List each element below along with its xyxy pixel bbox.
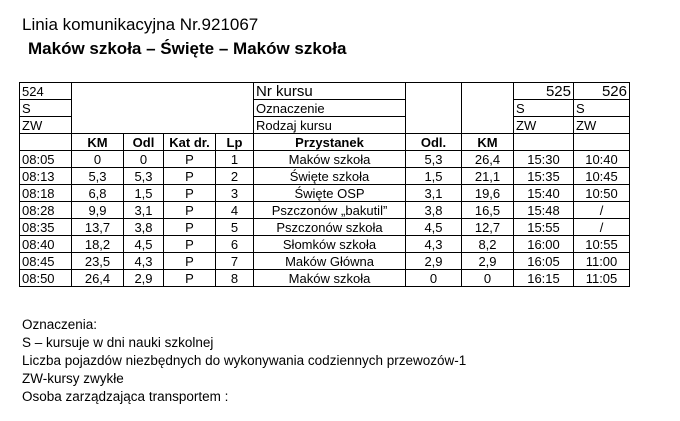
departure-time: 08:13 bbox=[20, 168, 72, 185]
course-525-time: 15:48 bbox=[514, 202, 574, 219]
stop-row bbox=[20, 219, 630, 236]
column-header-przystanek: Przystanek bbox=[254, 134, 406, 151]
column-header-row bbox=[20, 134, 630, 151]
lp-cell: 4 bbox=[216, 202, 254, 219]
left-course-type: ZW bbox=[20, 117, 72, 134]
odl-return-cell: 1,5 bbox=[406, 168, 462, 185]
column-header-blank bbox=[574, 134, 630, 151]
column-header-blank bbox=[20, 134, 72, 151]
left-course-number: 524 bbox=[20, 83, 72, 100]
km-cell: 5,3 bbox=[72, 168, 124, 185]
row-label-oznaczenie: Oznaczenie bbox=[254, 100, 406, 117]
left-course-designation: S bbox=[20, 100, 72, 117]
course-526-time: 10:45 bbox=[574, 168, 630, 185]
km-cell: 0 bbox=[72, 151, 124, 168]
departure-time: 08:35 bbox=[20, 219, 72, 236]
lp-cell: 5 bbox=[216, 219, 254, 236]
route-title: Maków szkoła – Święte – Maków szkoła bbox=[28, 39, 347, 58]
lp-cell: 2 bbox=[216, 168, 254, 185]
lp-cell: 8 bbox=[216, 270, 254, 287]
course-526-time: 11:05 bbox=[574, 270, 630, 287]
course-525-time: 15:30 bbox=[514, 151, 574, 168]
course-525-number: 525 bbox=[514, 83, 574, 100]
lp-cell: 3 bbox=[216, 185, 254, 202]
km-cell: 6,8 bbox=[72, 185, 124, 202]
odl-cell: 2,9 bbox=[124, 270, 164, 287]
course-525-time: 16:15 bbox=[514, 270, 574, 287]
odl-return-cell: 0 bbox=[406, 270, 462, 287]
notes-line: Liczba pojazdów niezbędnych do wykonywania codziennych przewozów-1 bbox=[22, 353, 467, 368]
stop-name: Maków Główna bbox=[254, 253, 406, 270]
course-526-designation: S bbox=[574, 100, 630, 117]
course-526-time: / bbox=[574, 219, 630, 236]
stop-name: Święte szkoła bbox=[254, 168, 406, 185]
km-return-cell: 16,5 bbox=[462, 202, 514, 219]
km-return-cell: 8,2 bbox=[462, 236, 514, 253]
header-blank bbox=[406, 83, 462, 134]
column-header-kat: Kat dr. bbox=[164, 134, 216, 151]
stop-name: Maków szkoła bbox=[254, 151, 406, 168]
row-label-nr-kursu: Nr kursu bbox=[254, 83, 406, 100]
course-526-time: 10:55 bbox=[574, 236, 630, 253]
stop-row bbox=[20, 202, 630, 219]
column-header-lp: Lp bbox=[216, 134, 254, 151]
header-blank bbox=[462, 83, 514, 134]
column-header-km2: KM bbox=[462, 134, 514, 151]
odl-cell: 3,1 bbox=[124, 202, 164, 219]
column-header-odl2: Odl. bbox=[406, 134, 462, 151]
km-return-cell: 12,7 bbox=[462, 219, 514, 236]
km-cell: 23,5 bbox=[72, 253, 124, 270]
departure-time: 08:50 bbox=[20, 270, 72, 287]
lp-cell: 6 bbox=[216, 236, 254, 253]
stop-row bbox=[20, 151, 630, 168]
course-525-time: 16:00 bbox=[514, 236, 574, 253]
km-cell: 9,9 bbox=[72, 202, 124, 219]
notes-line: ZW-kursy zwykłe bbox=[22, 371, 124, 386]
stop-row bbox=[20, 168, 630, 185]
stop-name: Pszczonów „bakutil” bbox=[254, 202, 406, 219]
timetable bbox=[19, 82, 630, 287]
odl-return-cell: 5,3 bbox=[406, 151, 462, 168]
kat-cell: P bbox=[164, 253, 216, 270]
odl-cell: 1,5 bbox=[124, 185, 164, 202]
odl-return-cell: 4,3 bbox=[406, 236, 462, 253]
row-label-rodzaj-kursu: Rodzaj kursu bbox=[254, 117, 406, 134]
stop-row bbox=[20, 253, 630, 270]
odl-cell: 3,8 bbox=[124, 219, 164, 236]
course-526-type: ZW bbox=[574, 117, 630, 134]
km-return-cell: 19,6 bbox=[462, 185, 514, 202]
stop-row bbox=[20, 270, 630, 287]
km-cell: 13,7 bbox=[72, 219, 124, 236]
course-526-number: 526 bbox=[574, 83, 630, 100]
course-525-designation: S bbox=[514, 100, 574, 117]
stop-name: Święte OSP bbox=[254, 185, 406, 202]
kat-cell: P bbox=[164, 185, 216, 202]
odl-cell: 0 bbox=[124, 151, 164, 168]
notes-line: Osoba zarządzająca transportem : bbox=[22, 389, 229, 404]
departure-time: 08:28 bbox=[20, 202, 72, 219]
course-525-type: ZW bbox=[514, 117, 574, 134]
column-header-km: KM bbox=[72, 134, 124, 151]
course-526-time: / bbox=[574, 202, 630, 219]
km-return-cell: 26,4 bbox=[462, 151, 514, 168]
lp-cell: 1 bbox=[216, 151, 254, 168]
km-return-cell: 21,1 bbox=[462, 168, 514, 185]
departure-time: 08:45 bbox=[20, 253, 72, 270]
course-525-time: 15:40 bbox=[514, 185, 574, 202]
stop-name: Pszczonów szkoła bbox=[254, 219, 406, 236]
odl-cell: 5,3 bbox=[124, 168, 164, 185]
odl-return-cell: 2,9 bbox=[406, 253, 462, 270]
lp-cell: 7 bbox=[216, 253, 254, 270]
kat-cell: P bbox=[164, 202, 216, 219]
course-525-time: 15:55 bbox=[514, 219, 574, 236]
km-return-cell: 2,9 bbox=[462, 253, 514, 270]
column-header-blank bbox=[514, 134, 574, 151]
km-cell: 18,2 bbox=[72, 236, 124, 253]
course-526-time: 10:50 bbox=[574, 185, 630, 202]
stop-row bbox=[20, 185, 630, 202]
kat-cell: P bbox=[164, 168, 216, 185]
stop-name: Maków szkoła bbox=[254, 270, 406, 287]
column-header-odl: Odl bbox=[124, 134, 164, 151]
kat-cell: P bbox=[164, 270, 216, 287]
km-cell: 26,4 bbox=[72, 270, 124, 287]
odl-return-cell: 3,1 bbox=[406, 185, 462, 202]
course-525-time: 16:05 bbox=[514, 253, 574, 270]
course-525-time: 15:35 bbox=[514, 168, 574, 185]
course-526-time: 11:00 bbox=[574, 253, 630, 270]
odl-cell: 4,5 bbox=[124, 236, 164, 253]
line-title: Linia komunikacyjna Nr.921067 bbox=[22, 15, 259, 34]
km-return-cell: 0 bbox=[462, 270, 514, 287]
kat-cell: P bbox=[164, 219, 216, 236]
notes-heading: Oznaczenia: bbox=[22, 317, 98, 332]
stop-row bbox=[20, 236, 630, 253]
header-blank bbox=[72, 83, 254, 134]
kat-cell: P bbox=[164, 151, 216, 168]
departure-time: 08:05 bbox=[20, 151, 72, 168]
departure-time: 08:40 bbox=[20, 236, 72, 253]
notes bbox=[22, 316, 466, 406]
odl-return-cell: 3,8 bbox=[406, 202, 462, 219]
odl-return-cell: 4,5 bbox=[406, 219, 462, 236]
odl-cell: 4,3 bbox=[124, 253, 164, 270]
course-number-row bbox=[20, 83, 630, 100]
kat-cell: P bbox=[164, 236, 216, 253]
stop-name: Słomków szkoła bbox=[254, 236, 406, 253]
departure-time: 08:18 bbox=[20, 185, 72, 202]
course-526-time: 10:40 bbox=[574, 151, 630, 168]
notes-line: S – kursuje w dni nauki szkolnej bbox=[22, 335, 214, 350]
